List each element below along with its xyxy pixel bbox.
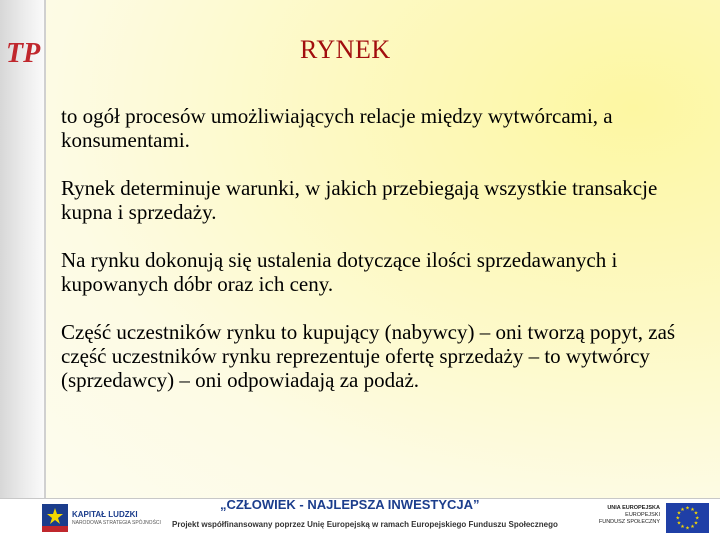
footer-slogan: „CZŁOWIEK - NAJLEPSZA INWESTYCJA”: [220, 497, 480, 512]
svg-text:★: ★: [695, 515, 700, 522]
eu-flag-icon: [666, 503, 709, 533]
svg-text:★: ★: [676, 520, 682, 527]
svg-text:★: ★: [680, 506, 685, 513]
paragraph-definition: to ogół procesów umożliwiających relacje między wytwórcami, a konsumentami.: [61, 104, 613, 152]
left-side-bar: [0, 0, 44, 498]
svg-text:★: ★: [685, 525, 690, 532]
left-side-divider: [44, 0, 46, 498]
eu-label-line2: EUROPEJSKI: [625, 512, 660, 518]
eu-label-line1: UNIA EUROPEJSKA: [607, 505, 660, 511]
svg-text:★: ★: [693, 510, 699, 517]
slide-content: [61, 104, 701, 416]
eu-label-line3: FUNDUSZ SPOŁECZNY: [598, 519, 660, 525]
kapital-ludzki-subtitle: NARODOWA STRATEGIA SPÓJNOŚCI: [72, 520, 161, 526]
paragraph-conditions: Rynek determinuje warunki, w jakich przebiegają wszystkie transakcje kupna i sprzedaży.: [61, 176, 658, 224]
tp-logo-text: TP: [6, 38, 41, 69]
paragraph-quantities: Na rynku dokonują się ustalenia dotyczące ilości sprzedawanych i kupowanych dóbr oraz ich ceny.: [61, 248, 618, 296]
slide-title: RYNEK: [300, 35, 391, 64]
svg-text:★: ★: [693, 520, 699, 527]
tp-logo-icon: [4, 36, 44, 70]
svg-text:★: ★: [690, 524, 695, 531]
svg-text:★: ★: [676, 510, 682, 517]
paragraph-participants: Część uczestników rynku to kupujący (nabywcy) – oni tworzą popyt, zaś część uczestników rynku reprezentuje ofertę sprzedaży – to wytwórcy (sprzedawcy) – oni odpowiadają za podaż.: [61, 320, 676, 392]
svg-text:★: ★: [690, 506, 695, 513]
kapital-ludzki-title: KAPITAŁ LUDZKI: [72, 510, 138, 519]
footer-project-text: Projekt współfinansowany poprzez Unię Europejską w ramach Europejskiego Funduszu Społecznego: [172, 520, 558, 529]
eu-label: [598, 505, 660, 526]
svg-text:★: ★: [680, 524, 685, 531]
svg-text:★: ★: [685, 505, 690, 512]
svg-text:★: ★: [675, 515, 680, 522]
kapital-ludzki-logo-icon: [40, 500, 70, 536]
